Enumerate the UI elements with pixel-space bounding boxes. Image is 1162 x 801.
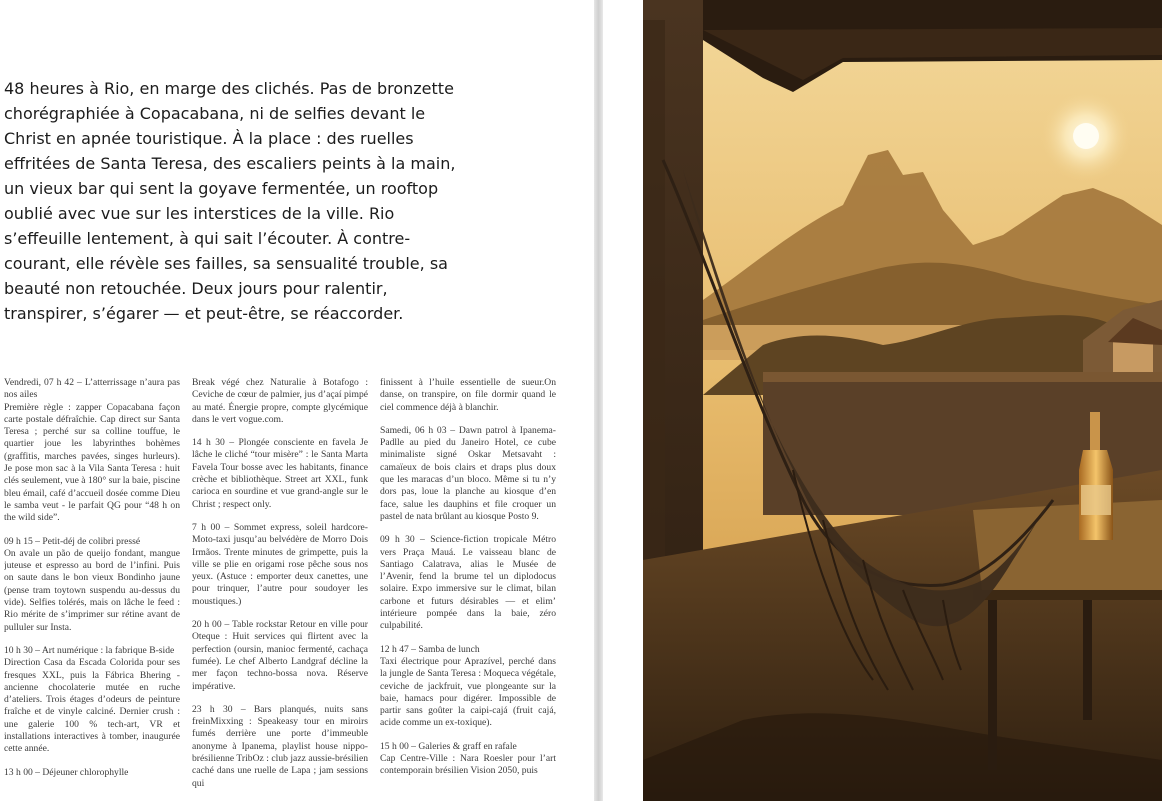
article-paragraph [4, 377, 180, 525]
paragraph-lead: Vendredi, 07 h 42 – L’atterrissage n’aura pas nos ailes [4, 377, 180, 401]
article-paragraph [192, 437, 368, 511]
paragraph-body: Première règle : zapper Copacabana façon carte postale défraîchie. Cap direct sur Santa Teresa ; perché sur sa colline touffue, le quartier joue les labyrinthes bohèmes (graffitis, marches pavées, singes hurleurs). Je pose mon sac à la Vila Santa Teresa : huit clés seulement, vue à 180° sur la baie, piscine bleu émail, café d’accueil dosée comme Dieu le samba veut - le parfait QG pour “48 h on the wild side”. [4, 401, 180, 524]
paragraph-lead: 12 h 47 – Samba de lunch [380, 643, 480, 655]
paragraph-body: Samedi, 06 h 03 – Dawn patrol à Ipanema-Padlle au pied du Janeiro Hotel, ce cube minimaliste signé Oskar Metsavaht : camaïeux de bois clairs et draps plus doux que les maracas d’un bloco. Même si tu n’y dors pas, loue la planche au kiosque d’en face, salue les dauphins et file croquer un pastel de nata brûlant au kiosque Posto 9. [380, 424, 556, 522]
article-paragraph [4, 536, 180, 634]
text-column-3 [380, 377, 556, 801]
paragraph-body: finissent à l’huile essentielle de sueur.On danse, on transpire, on file dormir quand le ciel commence déjà à blanchir. [380, 377, 556, 413]
article-paragraph [4, 645, 180, 756]
intro-paragraph: 48 heures à Rio, en marge des clichés. Pas de bronzette chorégraphiée à Copacabana, ni de selfies devant le Christ en apnée touristique. À la place : des ruelles effritées de Santa Teresa, des escaliers peints à la main, un vieux bar qui sent la goyave fermentée, un rooftop oublié avec vue sur les interstices de la ville. Rio s’effeuille lentement, à qui sait l’écouter. À contre-courant, elle révèle ses failles, sa sensualité trouble, sa beauté non retouchée. Deux jours pour ralentir, transpirer, s’égarer — et peut-être, se réaccorder. [4, 79, 456, 323]
article-paragraph [192, 704, 368, 790]
article-paragraph [380, 644, 556, 730]
paragraph-lead: 09 h 15 – Petit-déj de colibri pressé [4, 535, 141, 547]
paragraph-lead: 13 h 00 – Déjeuner chlorophylle [4, 766, 129, 778]
paragraph-body: 14 h 30 – Plongée consciente en favela Je lâche le cliché “tour misère” : le Santa Marta Favela Tour bosse avec les habitants, finance crèche et bibliothèque. Street art XXL, funk carioca en sourdine et vue grand-angle sur le Christ ; respect only. [192, 437, 368, 510]
article-paragraph [380, 377, 556, 414]
paragraph-lead: 10 h 30 – Art numérique : la fabrique B-side [4, 644, 175, 656]
page-gutter [594, 0, 603, 801]
paragraph-body: Cap Centre-Ville : Nara Roesler pour l’art contemporain brésilien Vision 2050, puis [380, 753, 556, 777]
paragraph-body: On avale un pão de queijo fondant, mangue juteuse et espresso au bord de l’infini. Puis on saute dans le bon vieux Bondinho jaune (pense tram toytown suspendu au-dessus du vide). Selfies tolérés, mais on lâche le feed : Rio mérite de s’imprimer sur rétine avant de pulluler sur Insta. [4, 547, 180, 633]
right-page [603, 0, 1162, 801]
article-paragraph [192, 522, 368, 608]
text-column-1 [4, 377, 180, 801]
article-paragraph [380, 425, 556, 523]
body-columns [4, 377, 558, 801]
rio-sunset-hammock-photo [643, 0, 1162, 801]
article-paragraph [380, 534, 556, 632]
paragraph-body: 20 h 00 – Table rockstar Retour en ville pour Oteque : Huit services qui flirtent avec la perfection (oursin, manioc fermenté, cachaça fumée). Le chef Alberto Landgraf décline la mer façon techno-bossa nova. Réserve impérative. [192, 619, 368, 692]
paragraph-body: 7 h 00 – Sommet express, soleil hardcore- Moto-taxi jusqu’au belvédère de Morro Dois Irmãos. Trente minutes de grimpette, puis la ville se plie en origami rose pêche sous nos yeux. (Astuce : emporter deux canettes, une pour trinquer, l’autre pour soudoyer les moustiques.) [192, 521, 368, 607]
paragraph-body: Taxi électrique pour Aprazível, perché dans la jungle de Santa Teresa : Moqueca végétale, ceviche de jackfruit, vue plongeante sur la baie, hamacs pour digérer. Impossible de partir sans goûter la caipi-cajá (fruit cajá, acide comme un ex-toxique). [380, 655, 556, 729]
article-paragraph [380, 741, 556, 778]
text-column-2 [192, 377, 368, 801]
paragraph-body: 09 h 30 – Science-fiction tropicale Métro vers Praça Mauá. Le vaisseau blanc de Santiago Calatrava, alias le Musée de l’Avenir, fend la brume tel un diplodocus solaire. Expo immersive sur le climat, bilan carbone et futurs désirables — et elim’ intérieure pompée dans la baie, zéro culpabilité. [380, 534, 556, 632]
article-paragraph [192, 619, 368, 693]
paragraph-body: 23 h 30 – Bars planqués, nuits sans freinMixxing : Speakeasy tour en miroirs fumés derrière une porte d’immeuble anonyme à Ipanema, playlist house nippo-brésilienne TribOz : club jazz aussie-brésilien caché dans une ruelle de Lapa ; jam sessions qui [192, 703, 368, 789]
paragraph-lead: 15 h 00 – Galeries & graff en rafale [380, 740, 517, 752]
paragraph-body: Direction Casa da Escada Colorida pour ses fresques XXL, puis la Fábrica Bhering - ancienne chocolaterie mutée en ruche d’ateliers. Trois étages d’odeurs de peinture fraîche et de vinyle calciné. Dernier crush : une galerie 100 % tech-art, VR et installations interactives à tomber, inaugurée cette année. [4, 657, 180, 755]
article-paragraph [192, 377, 368, 426]
paragraph-body: Break végé chez Naturalie à Botafogo : Ceviche de cœur de palmier, jus d’açaí pimpé au maté. Énergie propre, compte glycémique dans le vert vogue.com. [192, 377, 368, 425]
article-paragraph [4, 767, 180, 779]
